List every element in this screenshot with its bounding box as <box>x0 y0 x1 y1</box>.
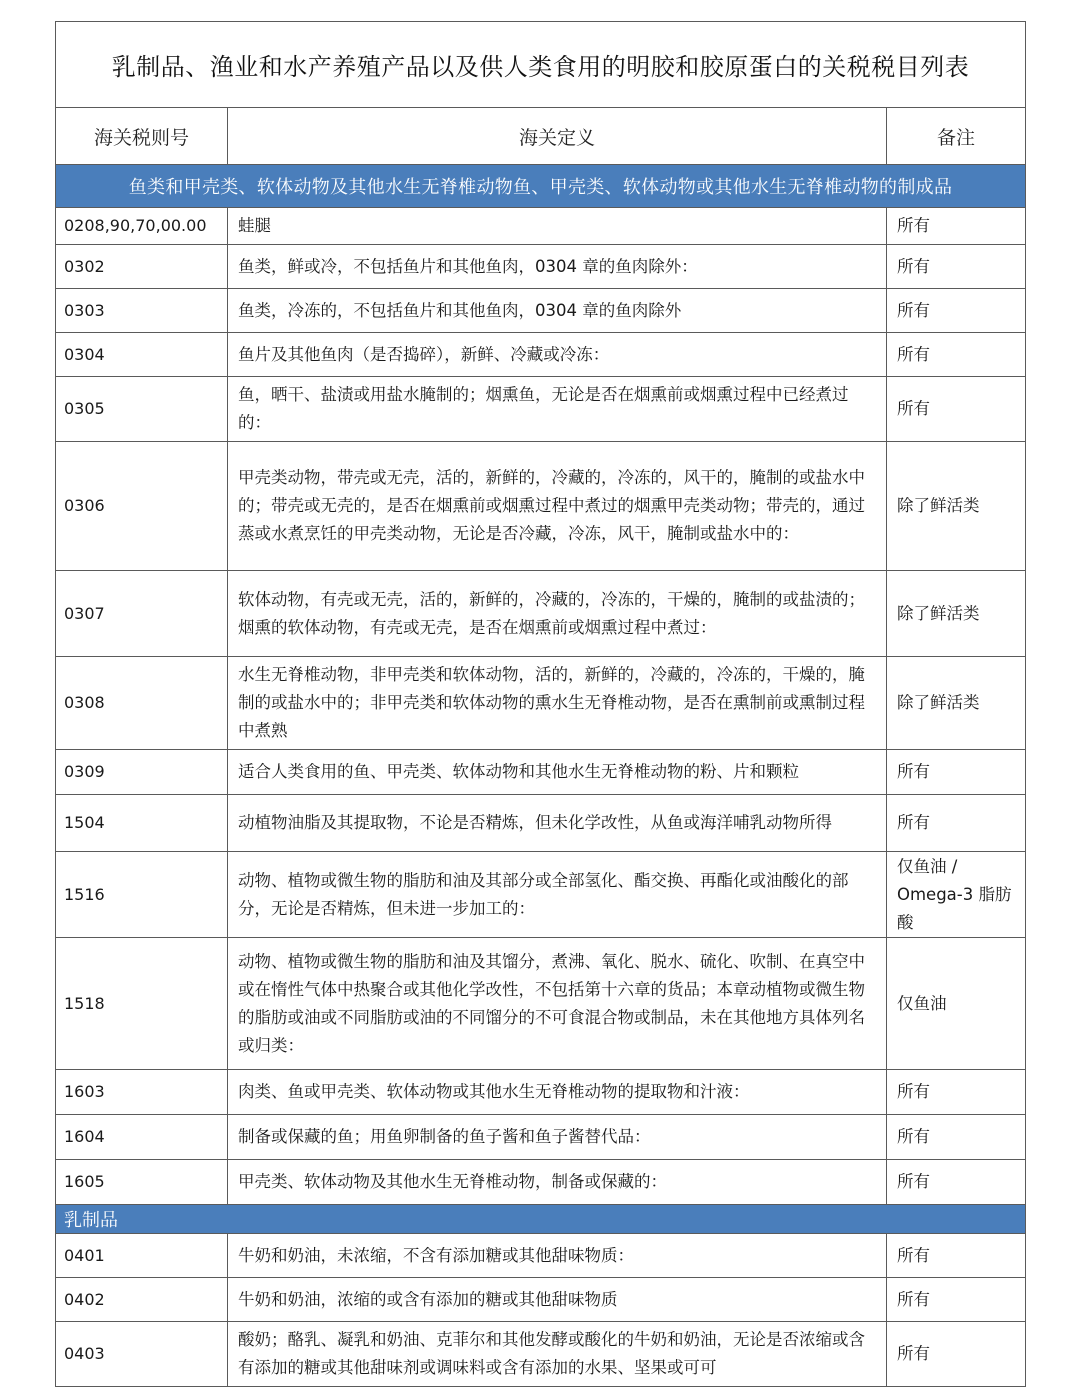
definition-cell: 鱼类，鲜或冷，不包括鱼片和其他鱼肉，0304 章的鱼肉除外： <box>228 245 887 289</box>
note-cell: 所有 <box>887 289 1026 333</box>
definition-cell: 鱼类，冷冻的，不包括鱼片和其他鱼肉，0304 章的鱼肉除外 <box>228 289 887 333</box>
tariff-code-cell: 0303 <box>56 289 228 333</box>
definition-cell: 水生无脊椎动物，非甲壳类和软体动物，活的，新鲜的，冷藏的，冷冻的，干燥的，腌制的或盐水中的；非甲壳类和软体动物的熏水生无脊椎动物，是否在熏制前或熏制过程中煮熟 <box>228 657 887 750</box>
table-row <box>56 289 1026 333</box>
table-row <box>56 750 1026 795</box>
tariff-code-cell: 0307 <box>56 571 228 657</box>
note-cell: 所有 <box>887 245 1026 289</box>
table-row <box>56 208 1026 245</box>
definition-cell: 适合人类食用的鱼、甲壳类、软体动物和其他水生无脊椎动物的粉、片和颗粒 <box>228 750 887 795</box>
note-cell: 所有 <box>887 333 1026 377</box>
note-cell: 所有 <box>887 1322 1026 1387</box>
tariff-code-cell: 0305 <box>56 377 228 442</box>
note-cell: 仅鱼油 <box>887 938 1026 1070</box>
definition-cell: 软体动物，有壳或无壳，活的，新鲜的，冷藏的，冷冻的，干燥的，腌制的或盐渍的；烟熏的软体动物，有壳或无壳，是否在烟熏前或烟熏过程中煮过： <box>228 571 887 657</box>
column-header-row <box>56 108 1026 165</box>
definition-cell: 甲壳类、软体动物及其他水生无脊椎动物，制备或保藏的： <box>228 1160 887 1205</box>
table-row <box>56 657 1026 750</box>
definition-cell: 动物、植物或微生物的脂肪和油及其部分或全部氢化、酯交换、再酯化或油酸化的部分，无论是否精炼，但未进一步加工的： <box>228 852 887 938</box>
document-title: 乳制品、渔业和水产养殖产品以及供人类食用的明胶和胶原蛋白的关税税目列表 <box>56 22 1026 108</box>
tariff-code-cell: 0402 <box>56 1278 228 1322</box>
tariff-code-cell: 1604 <box>56 1115 228 1160</box>
note-cell: 所有 <box>887 1278 1026 1322</box>
tariff-code-cell: 1518 <box>56 938 228 1070</box>
table-row <box>56 1115 1026 1160</box>
table-body <box>56 165 1026 1387</box>
tariff-code-cell: 0308 <box>56 657 228 750</box>
table-row <box>56 442 1026 571</box>
definition-cell: 牛奶和奶油，未浓缩，不含有添加糖或其他甜味物质： <box>228 1234 887 1278</box>
note-cell: 所有 <box>887 1070 1026 1115</box>
note-cell: 所有 <box>887 208 1026 245</box>
tariff-code-cell: 0403 <box>56 1322 228 1387</box>
tariff-code-cell: 1603 <box>56 1070 228 1115</box>
definition-cell: 动物、植物或微生物的脂肪和油及其馏分，煮沸、氧化、脱水、硫化、吹制、在真空中或在惰性气体中热聚合或其他化学改性，不包括第十六章的货品；本章动植物或微生物的脂肪或油或不同脂肪或油的不同馏分的不可食混合物或制品，未在其他地方具体列名或归类： <box>228 938 887 1070</box>
note-cell: 所有 <box>887 795 1026 852</box>
tariff-code-cell: 0309 <box>56 750 228 795</box>
definition-cell: 制备或保藏的鱼；用鱼卵制备的鱼子酱和鱼子酱替代品： <box>228 1115 887 1160</box>
column-header-definition: 海关定义 <box>228 108 887 165</box>
table-row <box>56 333 1026 377</box>
note-cell: 所有 <box>887 1115 1026 1160</box>
tariff-code-cell: 0208,90,70,00.00 <box>56 208 228 245</box>
title-row <box>56 22 1026 108</box>
note-cell: 所有 <box>887 1234 1026 1278</box>
table-row <box>56 1322 1026 1387</box>
tariff-code-cell: 0302 <box>56 245 228 289</box>
section-header-row <box>56 165 1026 208</box>
note-cell: 除了鲜活类 <box>887 442 1026 571</box>
table-row <box>56 1070 1026 1115</box>
table-row <box>56 245 1026 289</box>
tariff-code-cell: 1504 <box>56 795 228 852</box>
table-row <box>56 938 1026 1070</box>
tariff-document <box>55 21 1025 1387</box>
tariff-code-cell: 0306 <box>56 442 228 571</box>
section-title: 乳制品 <box>56 1205 1026 1234</box>
definition-cell: 肉类、鱼或甲壳类、软体动物或其他水生无脊椎动物的提取物和汁液： <box>228 1070 887 1115</box>
tariff-table <box>55 21 1026 1387</box>
table-row <box>56 1234 1026 1278</box>
definition-cell: 鱼，晒干、盐渍或用盐水腌制的；烟熏鱼，无论是否在烟熏前或烟熏过程中已经煮过的： <box>228 377 887 442</box>
definition-cell: 鱼片及其他鱼肉（是否捣碎），新鲜、冷藏或冷冻： <box>228 333 887 377</box>
tariff-code-cell: 1605 <box>56 1160 228 1205</box>
note-cell: 除了鲜活类 <box>887 571 1026 657</box>
column-header-note: 备注 <box>887 108 1026 165</box>
note-cell: 所有 <box>887 750 1026 795</box>
definition-cell: 牛奶和奶油，浓缩的或含有添加的糖或其他甜味物质 <box>228 1278 887 1322</box>
table-row <box>56 1278 1026 1322</box>
definition-cell: 酸奶；酪乳、凝乳和奶油、克菲尔和其他发酵或酸化的牛奶和奶油，无论是否浓缩或含有添加的糖或其他甜味剂或调味料或含有添加的水果、坚果或可可 <box>228 1322 887 1387</box>
table-row <box>56 571 1026 657</box>
table-row <box>56 1160 1026 1205</box>
note-cell: 除了鲜活类 <box>887 657 1026 750</box>
section-title: 鱼类和甲壳类、软体动物及其他水生无脊椎动物鱼、甲壳类、软体动物或其他水生无脊椎动物的制成品 <box>56 165 1026 208</box>
note-cell: 所有 <box>887 1160 1026 1205</box>
tariff-code-cell: 0304 <box>56 333 228 377</box>
definition-cell: 蛙腿 <box>228 208 887 245</box>
tariff-code-cell: 0401 <box>56 1234 228 1278</box>
note-cell: 仅鱼油 / Omega-3 脂肪酸 <box>887 852 1026 938</box>
definition-cell: 动植物油脂及其提取物，不论是否精炼，但未化学改性，从鱼或海洋哺乳动物所得 <box>228 795 887 852</box>
table-row <box>56 795 1026 852</box>
table-row <box>56 852 1026 938</box>
tariff-code-cell: 1516 <box>56 852 228 938</box>
definition-cell: 甲壳类动物，带壳或无壳，活的，新鲜的，冷藏的，冷冻的，风干的，腌制的或盐水中的；带壳或无壳的，是否在烟熏前或烟熏过程中煮过的烟熏甲壳类动物；带壳的，通过蒸或水煮烹饪的甲壳类动物，无论是否冷藏，冷冻，风干，腌制或盐水中的： <box>228 442 887 571</box>
column-header-code: 海关税则号 <box>56 108 228 165</box>
table-row <box>56 377 1026 442</box>
note-cell: 所有 <box>887 377 1026 442</box>
section-header-row <box>56 1205 1026 1234</box>
